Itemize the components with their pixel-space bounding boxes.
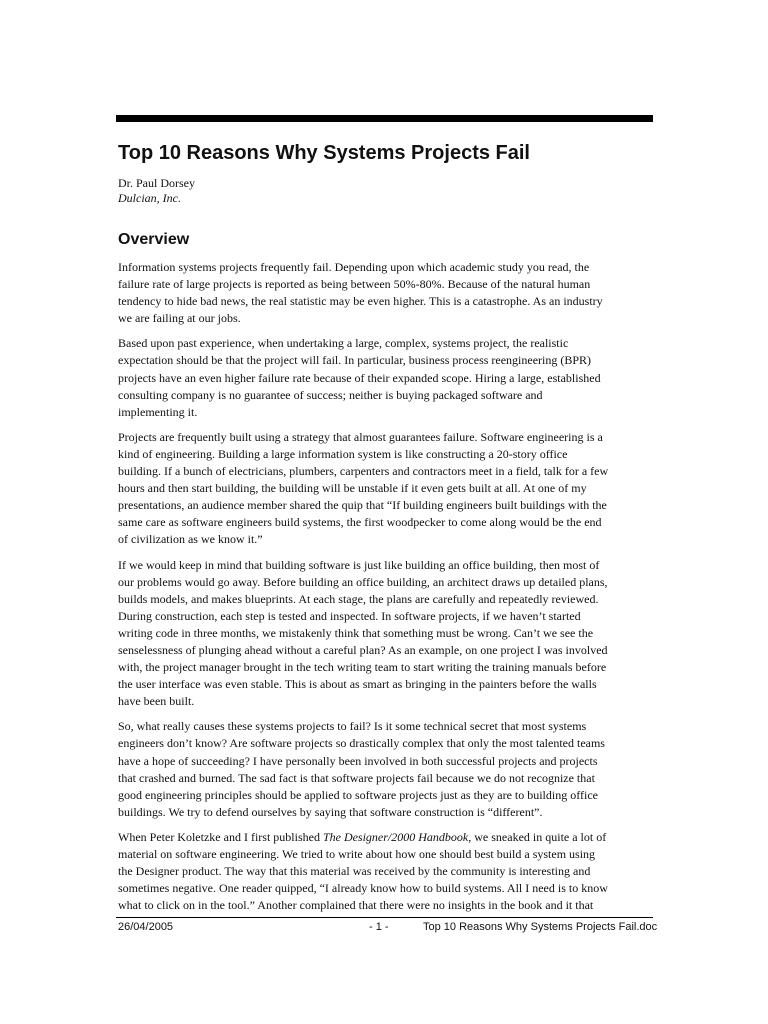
text-line: tendency to hide bad news, the real statistic may be even higher. This is a catastrophe. As an industry	[118, 294, 603, 309]
text-line: Based upon past experience, when undertaking a large, complex, systems project, the realistic	[118, 336, 569, 351]
text-line: our problems would go away. Before building an office building, an architect draws up detailed plans,	[118, 574, 608, 589]
text-line: Projects are frequently built using a strategy that almost guarantees failure. Software engineering is a	[118, 429, 603, 444]
text-line: hours and then start building, the building will be unstable if it even gets built at all. At one of my	[118, 481, 587, 496]
footer-filename: Top 10 Reasons Why Systems Projects Fail.doc	[423, 921, 658, 933]
paragraph-1	[118, 259, 658, 327]
text-line: senselessness of plunging ahead without a careful plan? As an example, on one project I was involved	[118, 642, 608, 657]
text-line: material on software engineering. We tried to write about how one should best build a system using	[118, 847, 596, 861]
text-line: building. If a bunch of electricians, plumbers, carpenters and contractors meet in a field, talk for a few	[118, 464, 609, 479]
text-line: that crashed and burned. The sad fact is that software projects fail because we do not recognize that	[118, 770, 595, 785]
document-title: Top 10 Reasons Why Systems Projects Fail	[118, 142, 530, 164]
text-line: of civilization as we know it.”	[118, 532, 263, 547]
text-line: Information systems projects frequently fail. Depending upon which academic study you read, the	[118, 260, 590, 274]
text-line: with, the project manager brought in the tech writing team to start writing the training manuals before	[118, 660, 607, 675]
text-line: we are failing at our jobs.	[118, 311, 241, 326]
paragraph-4	[118, 557, 658, 711]
text-line	[118, 829, 658, 846]
text-line: have a hope of succeeding? I have personally been involved in both successful projects and projects	[118, 753, 598, 768]
text-line: writing code in three months, we mistakenly think that something must be wrong. Can’t we see the	[118, 625, 594, 640]
text-line: presentations, an audience member shared the quip that “If building engineers built buildings with the	[118, 498, 607, 513]
text-line: the Designer product. The way that this material was received by the community is interesting and	[118, 864, 591, 879]
text-line: projects have an even higher failure rate because of their expanded scope. Hiring a large, established	[118, 370, 601, 385]
book-title: The Designer/2000 Handbook	[322, 829, 469, 844]
text-line: buildings. We try to defend ourselves by saying that software construction is “different”.	[118, 804, 543, 819]
text-line: kind of engineering. Building a large information system is like constructing a 20-story office	[118, 446, 568, 461]
author-company: Dulcian, Inc.	[118, 191, 181, 205]
text-line: have been built.	[118, 694, 195, 709]
text-line: failure rate of large projects is reported as being between 50%-80%. Because of the natural human	[118, 277, 591, 292]
text-line: sometimes negative. One reader quipped, “I already know how to build systems. All I need is to know	[118, 881, 608, 896]
text-line: what to click on in the tool.” Another complained that there were no insights in the book and it that	[118, 898, 594, 913]
text-line: expectation should be that the project will fail. In particular, business process reengineering (BPR)	[118, 353, 592, 368]
footer-rule	[116, 917, 653, 918]
text-line: So, what really causes these systems projects to fail? Is it some technical secret that most systems	[118, 719, 587, 734]
text-line: implementing it.	[118, 404, 198, 419]
text-line: builds models, and makes blueprints. At each stage, the plans are carefully and repeatedly reviewed.	[118, 591, 599, 606]
text-run: , we sneaked in quite a lot of	[468, 829, 607, 844]
footer-page-number: - 1 -	[369, 921, 389, 933]
section-heading-overview: Overview	[118, 231, 190, 248]
text-line: consulting company is no guarantee of success; neither is buying packaged software and	[118, 387, 543, 402]
text-line: same care as software engineers build systems, the first woodpecker to come along would be the end	[118, 515, 602, 530]
text-line: engineers don’t know? Are software projects so drastically complex that only the most talented teams	[118, 736, 605, 751]
paragraph-2	[118, 335, 658, 420]
header-rule	[116, 115, 653, 122]
paragraph-5	[118, 718, 658, 821]
text-run: When Peter Koletzke and I first published	[118, 829, 323, 844]
body-text	[118, 259, 658, 922]
paragraph-6	[118, 829, 658, 914]
footer-date: 26/04/2005	[118, 921, 174, 933]
text-line: good engineering principles should be applied to software projects just as they are to building office	[118, 787, 598, 802]
author-name: Dr. Paul Dorsey	[118, 176, 195, 190]
text-line: the user interface was even stable. This is about as smart as bringing in the painters before the walls	[118, 677, 597, 692]
text-line: During construction, each step is tested and inspected. In software projects, if we haven’t started	[118, 608, 581, 623]
text-line: If we would keep in mind that building software is just like building an office building, then most of	[118, 557, 600, 572]
paragraph-3	[118, 429, 658, 549]
